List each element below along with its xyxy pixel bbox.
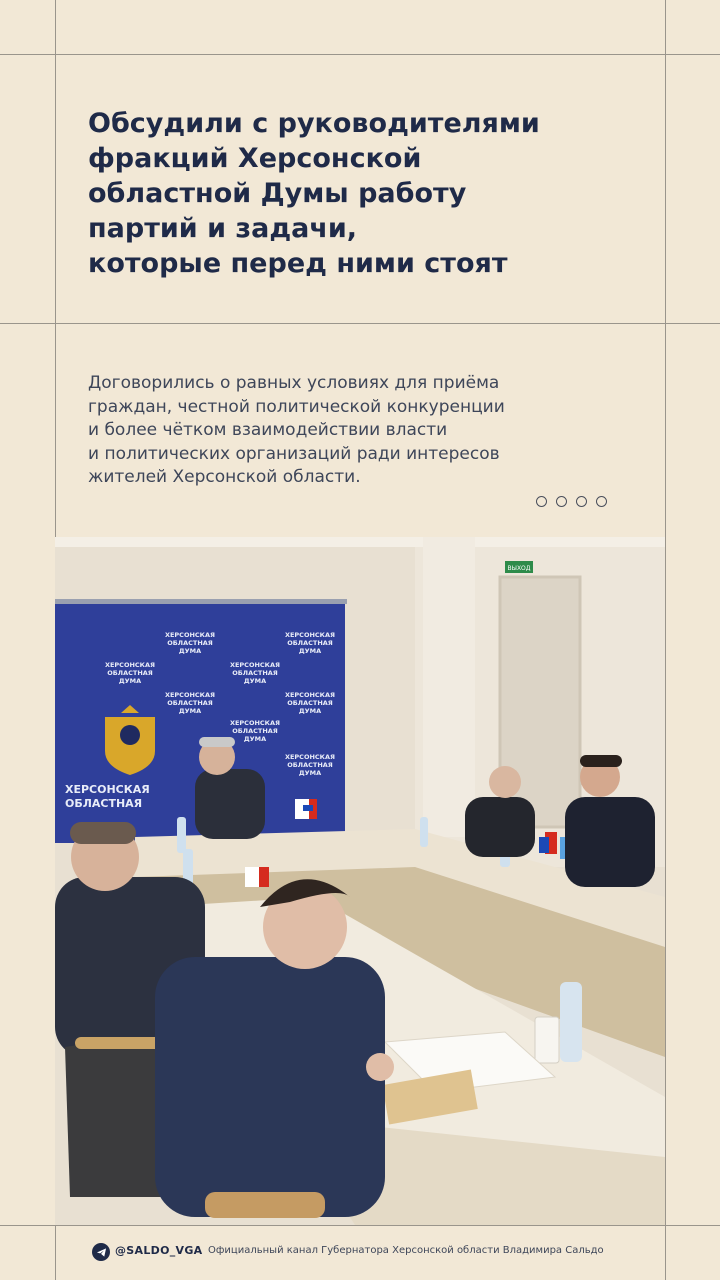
banner-text: ОБЛАСТНАЯ — [287, 699, 333, 707]
banner-text: ДУМА — [178, 707, 202, 715]
slide-dot[interactable] — [596, 496, 607, 507]
banner-text: ОБЛАСТНАЯ — [232, 727, 278, 735]
banner-text: ДУМА — [243, 735, 267, 743]
banner-text: ОБЛАСТНАЯ — [167, 699, 213, 707]
banner-text: ХЕРСОНСКАЯ — [164, 691, 216, 699]
banner-text: ДУМА — [243, 677, 267, 685]
banner-text: ОБЛАСТНАЯ — [107, 669, 153, 677]
banner-text: ХЕРСОНСКАЯ — [104, 661, 156, 669]
banner-text: ДУМА — [178, 647, 202, 655]
banner-text: ОБЛАСТНАЯ — [167, 639, 213, 647]
grid-line — [0, 54, 720, 55]
banner-text: ХЕРСОНСКАЯ — [164, 631, 216, 639]
slide-dot[interactable] — [536, 496, 547, 507]
meeting-photo — [55, 537, 665, 1225]
slide-dot[interactable] — [576, 496, 587, 507]
banner-text: ХЕРСОНСКАЯ — [284, 753, 336, 761]
banner-text: ОБЛАСТНАЯ — [287, 639, 333, 647]
slide-indicator[interactable] — [536, 496, 607, 507]
banner-text: ДУМА — [118, 677, 142, 685]
banner-text: ОБЛАСТНАЯ — [287, 761, 333, 769]
banner-text: ХЕРСОНСКАЯ — [284, 691, 336, 699]
channel-description: Официальный канал Губернатора Херсонской области Владимира Сальдо — [208, 1245, 604, 1256]
banner-text: ХЕРСОНСКАЯ — [65, 783, 150, 796]
banner-text: ХЕРСОНСКАЯ — [229, 719, 281, 727]
grid-line — [665, 0, 666, 1280]
slide-dot[interactable] — [556, 496, 567, 507]
banner-text: ХЕРСОНСКАЯ — [284, 631, 336, 639]
grid-line — [0, 323, 720, 324]
telegram-icon[interactable] — [92, 1243, 110, 1261]
banner-text: ХЕРСОНСКАЯ — [229, 661, 281, 669]
grid-line — [0, 1225, 720, 1226]
banner-text: ДУМА — [298, 707, 322, 715]
banner-text: ДУМА — [298, 647, 322, 655]
exit-sign: ВЫХОД — [507, 565, 531, 572]
banner-text: ДУМА — [298, 769, 322, 777]
banner-text: ОБЛАСТНАЯ — [65, 797, 143, 810]
post-body: Договорились о равных условиях для приёма граждан, честной политической конкуренции и более чётком взаимодействии власти и политических организаций ради интересов жителей Херсонской области. — [88, 373, 505, 487]
banner-text: ОБЛАСТНАЯ — [232, 669, 278, 677]
post-headline: Обсудили с руководителями фракций Херсонской областной Думы работу партий и задачи, которые перед ними стоят — [88, 108, 540, 279]
channel-handle[interactable]: @SALDO_VGA — [115, 1244, 203, 1257]
